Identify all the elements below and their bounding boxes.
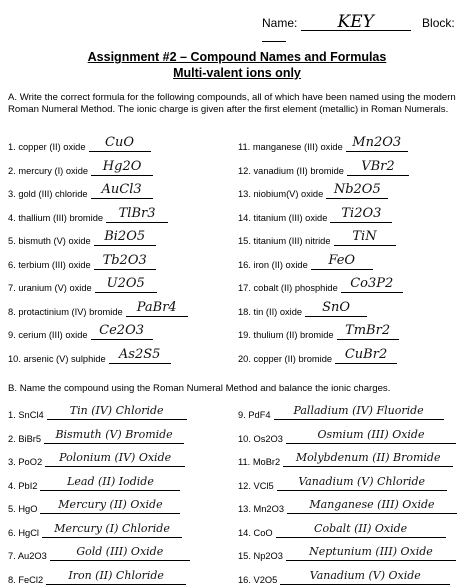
question-label: 16. V2O5 [238,574,278,585]
question-row [8,252,156,270]
question-label: 2. BiBr5 [8,433,42,444]
question-label: 9. cerium (III) oxide [8,330,88,340]
answer-field[interactable]: PaBr4 [126,300,188,317]
question-row [238,275,403,293]
answer-field[interactable]: Palladium (IV) Fluoride [274,403,444,420]
question-label: 7. uranium (V) oxide [8,283,92,293]
question-row [8,181,153,199]
question-row [238,402,444,420]
answer-field[interactable]: AuCl3 [91,182,153,199]
question-label: 1. SnCl4 [8,410,44,420]
answer-field[interactable]: Mercury (II) Oxide [40,497,180,514]
part-b-instruction: B. Name the compound using the Roman Numeral Method and balance the ionic charges. [8,383,391,394]
answer-field[interactable]: Hg2O [91,159,153,176]
assignment-subtitle: Multi-valent ions only [173,66,301,80]
question-row [238,426,456,444]
answer-field[interactable]: TlBr3 [106,206,168,223]
name-value[interactable]: KEY [301,14,411,31]
answer-field[interactable]: Cobalt (II) Oxide [276,521,446,538]
question-row [8,346,171,364]
answer-field[interactable]: Vanadium (V) Chloride [277,474,447,491]
question-row [238,322,399,340]
question-row [8,275,157,293]
question-row [238,473,447,491]
name-block-header [262,14,474,45]
answer-field[interactable]: CuBr2 [335,347,397,364]
question-label: 14. titanium (III) oxide [238,212,328,223]
question-row [8,520,182,538]
question-label: 11. manganese (III) oxide [238,142,343,152]
question-label: 12. VCl5 [238,480,274,491]
question-row [238,299,367,317]
answer-field[interactable]: Iron (II) Chloride [46,568,186,585]
question-label: 17. cobalt (II) phosphide [238,283,338,293]
answer-field[interactable]: Ti2O3 [330,206,392,223]
answer-field[interactable]: U2O5 [95,276,157,293]
question-label: 5. bismuth (V) oxide [8,236,91,246]
question-label: 3. gold (III) chloride [8,189,88,199]
answer-field[interactable]: TmBr2 [337,323,399,340]
answer-field[interactable]: Osmium (III) Oxide [286,427,456,444]
question-label: 16. iron (II) oxide [238,259,308,270]
question-label: 1. copper (II) oxide [8,142,86,152]
question-label: 4. thallium (III) bromide [8,212,104,223]
part-a-instruction: A. Write the correct formula for the following compounds, all of which have been named using the modern Roman Numeral Method. The ionic charge is given after the first element (metallic) in Roman Numerals. [8,92,456,115]
answer-field[interactable]: Polonium (IV) Oxide [45,450,185,467]
question-row [8,228,156,246]
question-label: 18. tin (II) oxide [238,306,303,317]
answer-field[interactable]: FeO [311,253,373,270]
question-row [238,520,446,538]
answer-field[interactable]: Tb2O3 [94,253,156,270]
answer-field[interactable]: Co3P2 [341,276,403,293]
question-label: 5. HgO [8,504,38,514]
question-label: 12. vanadium (II) bromide [238,165,344,176]
question-label: 8. protactinium (IV) bromide [8,306,123,317]
question-label: 7. Au2O3 [8,551,47,561]
answer-field[interactable]: Manganese (III) Oxide [287,497,457,514]
question-row [8,567,186,585]
question-row [8,158,153,176]
question-label: 10. Os2O3 [238,433,283,444]
block-value[interactable] [262,41,286,42]
question-row [238,449,453,467]
question-label: 2. mercury (I) oxide [8,165,89,176]
question-row [238,252,373,270]
question-label: 6. HgCl [8,527,40,538]
answer-field[interactable]: Mercury (I) Chloride [42,521,182,538]
answer-field[interactable]: SnO [305,300,367,317]
question-row [8,473,180,491]
answer-field[interactable]: Vanadium (V) Oxide [280,568,450,585]
question-row [238,181,388,199]
question-row [238,228,396,246]
question-row [8,496,180,514]
question-row [238,567,450,585]
answer-field[interactable]: Bi2O5 [94,229,156,246]
question-label: 15. Np2O3 [238,551,283,561]
answer-field[interactable]: Mn2O3 [346,135,408,152]
question-row [8,299,188,317]
question-row [8,322,153,340]
question-row [238,134,408,152]
answer-field[interactable]: CuO [89,135,151,152]
answer-field[interactable]: Gold (III) Oxide [50,544,190,561]
question-row [8,134,151,152]
question-row [8,449,185,467]
question-label: 19. thulium (II) bromide [238,330,334,340]
answer-field[interactable]: Molybdenum (II) Bromide [283,450,453,467]
answer-field[interactable]: As2S5 [109,347,171,364]
question-row [238,496,457,514]
question-label: 15. titanium (III) nitride [238,236,331,246]
question-row [8,543,190,561]
question-label: 11. MoBr2 [238,457,281,467]
answer-field[interactable]: Nb2O5 [326,182,388,199]
answer-field[interactable]: Neptunium (III) Oxide [286,544,456,561]
answer-field[interactable]: Tin (IV) Chloride [47,403,187,420]
question-row [238,205,392,223]
question-label: 20. copper (II) bromide [238,353,333,364]
question-label: 14. CoO [238,527,273,538]
answer-field[interactable]: VBr2 [347,159,409,176]
answer-field[interactable]: Bismuth (V) Bromide [44,427,184,444]
answer-field[interactable]: Ce2O3 [91,323,153,340]
assignment-title: Assignment #2 – Compound Names and Formulas [87,50,387,64]
question-row [8,205,168,223]
answer-field[interactable]: Lead (II) Iodide [40,474,180,491]
question-label: 10. arsenic (V) sulphide [8,353,106,364]
question-label: 13. Mn2O3 [238,504,284,514]
question-label: 8. FeCl2 [8,574,44,585]
question-row [238,346,397,364]
question-label: 9. PdF4 [238,410,271,420]
question-row [8,402,187,420]
question-row [238,543,456,561]
question-label: 4. PbI2 [8,480,38,491]
question-label: 13. niobium(V) oxide [238,189,324,199]
question-label: 3. PoO2 [8,457,43,467]
question-row [238,158,409,176]
name-label: Name: [262,16,298,30]
block-label: Block: [422,16,455,30]
question-row [8,426,184,444]
answer-field[interactable]: TiN [334,229,396,246]
question-label: 6. terbium (III) oxide [8,259,91,270]
